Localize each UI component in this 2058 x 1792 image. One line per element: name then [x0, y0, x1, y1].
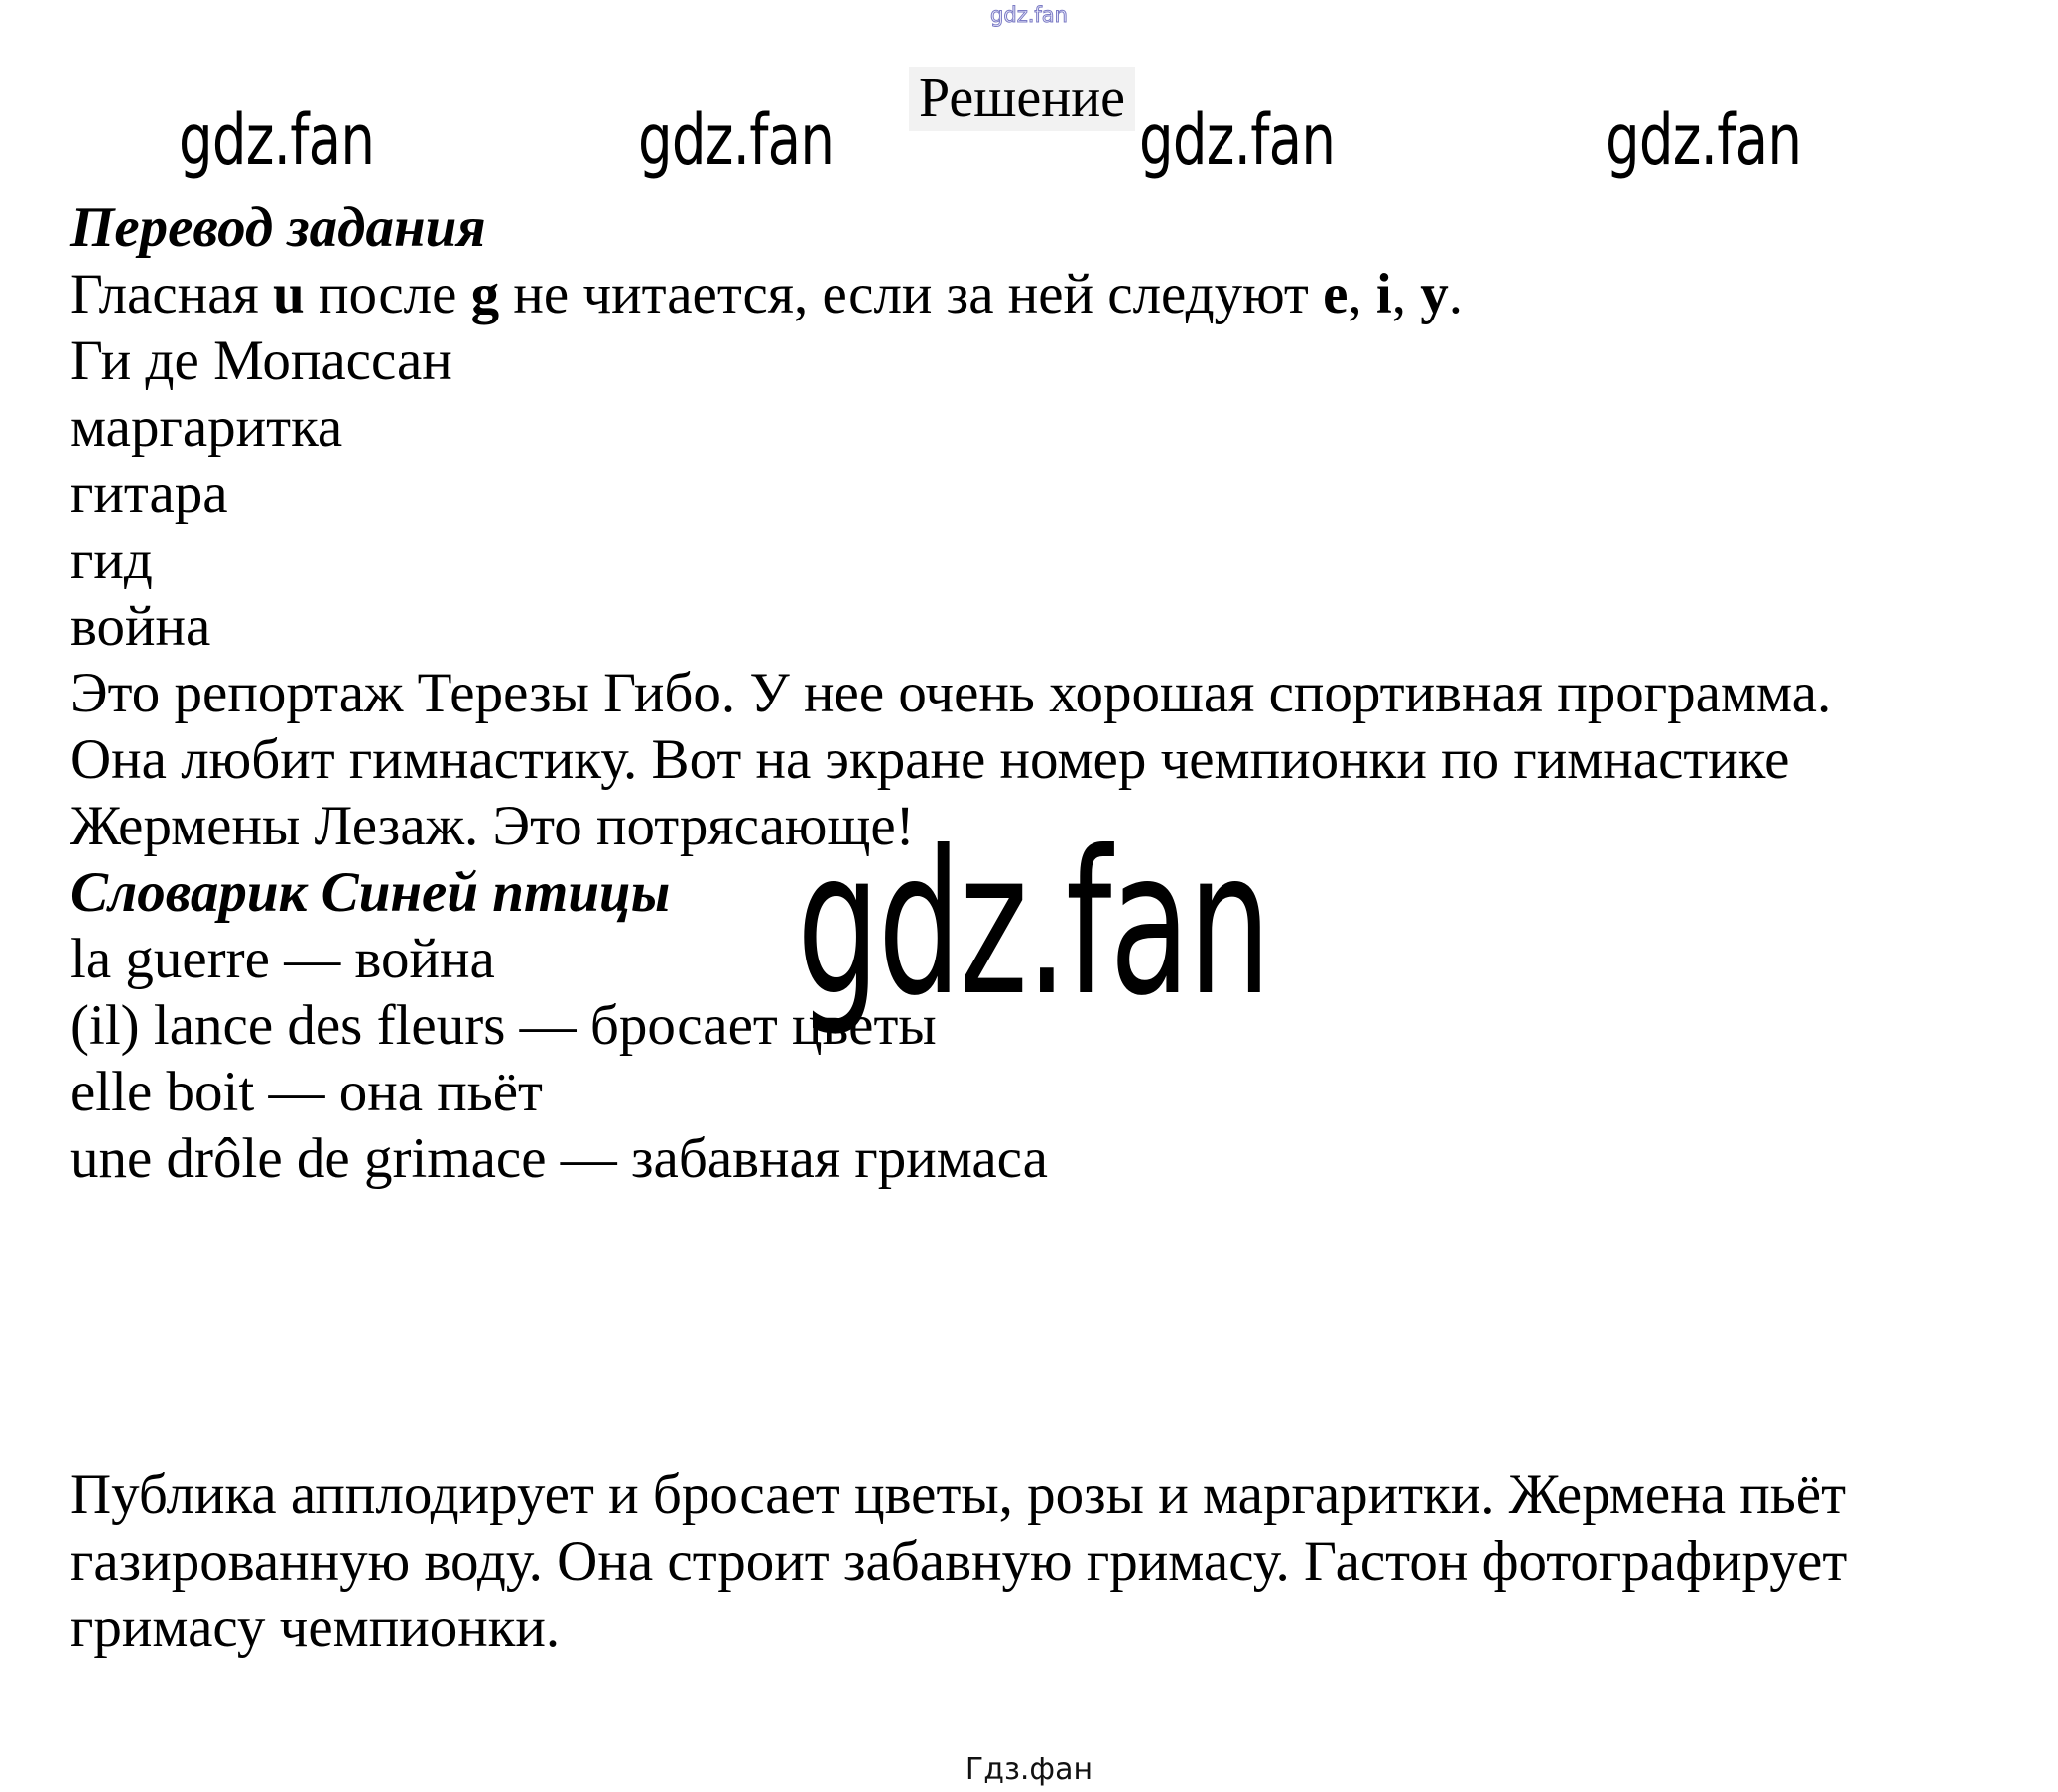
text-line: [70, 1125, 1847, 1192]
text-segment: la guerre — война: [70, 928, 495, 990]
header-watermark-2: gdz.fan: [638, 99, 835, 181]
text-segment: газированную воду. Она строит забавную гримасу. Гастон фотографирует: [70, 1530, 1848, 1593]
text-line: [70, 1528, 1847, 1595]
text-segment: ,: [1391, 263, 1421, 325]
text-segment: война: [70, 595, 211, 658]
text-segment: (il) lance des fleurs — бросает цветы: [70, 994, 937, 1057]
header-watermark-1: gdz.fan: [179, 99, 375, 181]
text-segment: маргаритка: [70, 396, 343, 458]
text-segment: .: [1448, 263, 1463, 325]
text-line: [70, 660, 1847, 726]
bold-text-segment: e: [1323, 263, 1349, 325]
text-segment: ,: [1348, 263, 1376, 325]
text-segment: Перевод задания: [70, 196, 486, 259]
text-line: [70, 327, 1847, 394]
text-segment: une drôle de grimace — забавная гримаса: [70, 1127, 1048, 1190]
text-line: [70, 261, 1847, 327]
text-segment: не читается, если за ней следуют: [499, 263, 1324, 325]
center-watermark: gdz.fan: [797, 809, 1269, 1040]
header-watermark-4: gdz.fan: [1606, 99, 1802, 181]
text-segment: Жермены Лезаж. Это потрясающе!: [70, 795, 915, 857]
text-segment: гитара: [70, 462, 228, 525]
text-segment: Гласная: [70, 263, 273, 325]
footer-label: Гдз.фан: [965, 1752, 1093, 1787]
text-line: [70, 1059, 1847, 1125]
section-heading: [70, 194, 1847, 261]
text-line: [70, 394, 1847, 460]
text-line: [70, 527, 1847, 593]
text-segment: elle boit — она пьёт: [70, 1061, 543, 1123]
text-segment: Словарик Синей птицы: [70, 861, 671, 924]
bold-text-segment: i: [1375, 263, 1392, 325]
page-title: Решение: [909, 67, 1135, 131]
text-line: [70, 460, 1847, 527]
text-segment: гримасу чемпионки.: [70, 1597, 561, 1659]
bold-text-segment: u: [272, 263, 305, 325]
bold-text-segment: y: [1420, 263, 1449, 325]
text-segment: гид: [70, 529, 153, 591]
text-segment: Ги де Мопассан: [70, 329, 452, 392]
text-line: [70, 726, 1847, 793]
bold-text-segment: g: [470, 263, 500, 325]
top-watermark: gdz.fan: [990, 3, 1068, 27]
text-line: [70, 1595, 1847, 1661]
text-segment: после: [304, 263, 471, 325]
text-line: [70, 1462, 1847, 1528]
text-line: [70, 593, 1847, 660]
text-segment: Она любит гимнастику. Вот на экране номер чемпионки по гимнастике: [70, 728, 1790, 791]
text-segment: Это репортаж Терезы Гибо. У нее очень хорошая спортивная программа.: [70, 662, 1832, 724]
text-segment: Публика апплодирует и бросает цветы, розы и маргаритки. Жермена пьёт: [70, 1464, 1846, 1526]
header-watermark-3: gdz.fan: [1139, 99, 1336, 181]
